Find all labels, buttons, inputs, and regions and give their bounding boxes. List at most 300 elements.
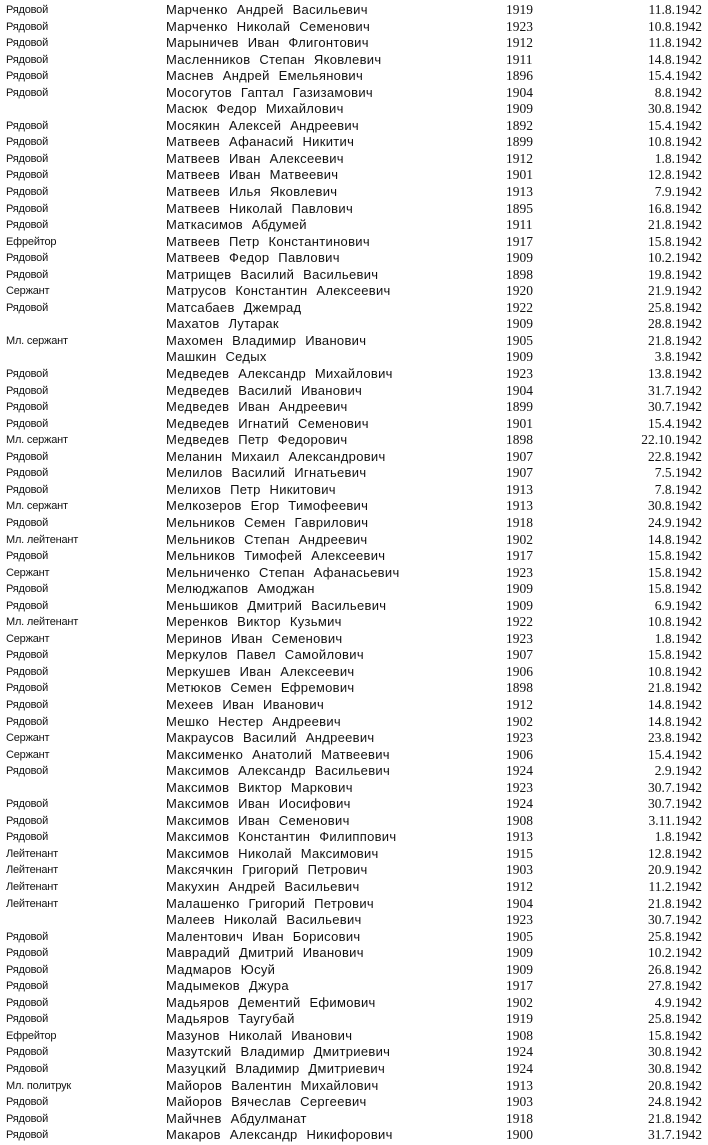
rank-cell: Мл. сержант <box>6 500 68 513</box>
rank-cell: Рядовой <box>6 814 49 827</box>
roster-list <box>0 2 708 1144</box>
date-cell: 24.8.1942 <box>648 1094 702 1110</box>
rank-cell: Рядовой <box>6 467 49 480</box>
rank-cell: Рядовой <box>6 698 49 711</box>
roster-row <box>0 201 708 218</box>
rank-cell: Лейтенант <box>6 897 59 910</box>
rank-cell: Рядовой <box>6 831 49 844</box>
birth-year-cell: 1919 <box>506 1011 533 1027</box>
name-cell: Махомен Владимир Иванович <box>166 332 367 348</box>
date-cell: 30.7.1942 <box>648 912 702 928</box>
date-cell: 11.8.1942 <box>648 2 702 17</box>
name-cell: Маврадий Дмитрий Иванович <box>166 945 364 961</box>
name-cell: Медведев Александр Михайлович <box>166 366 393 382</box>
rank-cell: Ефрейтор <box>6 235 57 248</box>
name-cell: Мадымеков Джура <box>166 978 289 994</box>
date-cell: 10.2.1942 <box>648 250 702 266</box>
rank-cell: Ефрейтор <box>6 1029 57 1042</box>
name-cell: Меньшиков Дмитрий Васильевич <box>166 597 387 613</box>
rank-cell: Рядовой <box>6 550 49 563</box>
birth-year-cell: 1905 <box>506 928 533 944</box>
birth-year-cell: 1911 <box>506 51 533 67</box>
date-cell: 14.8.1942 <box>648 51 702 67</box>
birth-year-cell: 1918 <box>506 1110 533 1126</box>
name-cell: Мешко Нестер Андреевич <box>166 713 341 729</box>
date-cell: 1.8.1942 <box>654 630 702 646</box>
roster-row <box>0 167 708 184</box>
birth-year-cell: 1908 <box>506 1027 533 1043</box>
birth-year-cell: 1924 <box>506 763 533 779</box>
name-cell: Мазуцкий Владимир Дмитриевич <box>166 1061 386 1076</box>
roster-row <box>0 234 708 251</box>
rank-cell: Рядовой <box>6 53 49 66</box>
date-cell: 19.8.1942 <box>648 266 702 282</box>
birth-year-cell: 1904 <box>506 895 533 911</box>
roster-row <box>0 35 708 52</box>
name-cell: Матрищев Василий Васильевич <box>166 266 379 282</box>
date-cell: 10.8.1942 <box>648 614 702 630</box>
name-cell: Максячкин Григорий Петрович <box>166 862 368 878</box>
rank-cell: Рядовой <box>6 86 49 99</box>
roster-row <box>0 714 708 731</box>
roster-row <box>0 482 708 499</box>
roster-row <box>0 995 708 1012</box>
roster-row <box>0 449 708 466</box>
date-cell: 30.8.1942 <box>648 101 702 117</box>
date-cell: 21.9.1942 <box>648 283 702 299</box>
name-cell: Малеев Николай Васильевич <box>166 912 362 928</box>
name-cell: Мелихов Петр Никитович <box>166 481 336 497</box>
rank-cell: Рядовой <box>6 963 49 976</box>
birth-year-cell: 1924 <box>506 796 533 812</box>
birth-year-cell: 1895 <box>506 200 533 216</box>
name-cell: Меланин Михаил Александрович <box>166 448 386 464</box>
date-cell: 30.7.1942 <box>648 399 702 415</box>
birth-year-cell: 1903 <box>506 1094 533 1110</box>
date-cell: 1.8.1942 <box>654 150 702 166</box>
date-cell: 25.8.1942 <box>648 1011 702 1027</box>
rank-cell: Лейтенант <box>6 847 59 860</box>
roster-row <box>0 1028 708 1045</box>
name-cell: Мельниченко Степан Афанасьевич <box>166 564 400 580</box>
rank-cell: Рядовой <box>6 947 49 960</box>
birth-year-cell: 1907 <box>506 465 533 481</box>
name-cell: Макаров Александр Никифорович <box>166 1127 393 1143</box>
roster-row <box>0 432 708 449</box>
birth-year-cell: 1904 <box>506 84 533 100</box>
birth-year-cell: 1913 <box>506 481 533 497</box>
date-cell: 1.8.1942 <box>654 829 702 845</box>
rank-cell: Рядовой <box>6 930 49 943</box>
rank-cell: Рядовой <box>6 1046 49 1059</box>
birth-year-cell: 1923 <box>506 366 533 382</box>
date-cell: 15.8.1942 <box>648 233 702 249</box>
rank-cell: Рядовой <box>6 136 49 149</box>
name-cell: Матвеев Николай Павлович <box>166 200 354 216</box>
rank-cell: Рядовой <box>6 649 49 662</box>
name-cell: Мадьяров Таугубай <box>166 1011 295 1027</box>
birth-year-cell: 1911 <box>506 217 533 233</box>
roster-row <box>0 664 708 681</box>
roster-row <box>0 879 708 896</box>
birth-year-cell: 1904 <box>506 382 533 398</box>
date-cell: 23.8.1942 <box>648 730 702 746</box>
birth-year-cell: 1907 <box>506 647 533 663</box>
birth-year-cell: 1906 <box>506 663 533 679</box>
name-cell: Матвеев Афанасий Никитич <box>166 134 355 150</box>
name-cell: Майчнев Абдулманат <box>166 1110 307 1126</box>
birth-year-cell: 1909 <box>506 961 533 977</box>
date-cell: 3.8.1942 <box>654 349 702 365</box>
date-cell: 10.8.1942 <box>648 18 702 34</box>
date-cell: 14.8.1942 <box>648 713 702 729</box>
date-cell: 20.9.1942 <box>648 862 702 878</box>
birth-year-cell: 1909 <box>506 581 533 597</box>
roster-row <box>0 763 708 780</box>
name-cell: Малентович Иван Борисович <box>166 928 361 944</box>
roster-row <box>0 2 708 19</box>
roster-row <box>0 829 708 846</box>
roster-row <box>0 532 708 549</box>
date-cell: 27.8.1942 <box>648 978 702 994</box>
roster-row <box>0 498 708 515</box>
roster-row <box>0 300 708 317</box>
roster-row <box>0 581 708 598</box>
roster-row <box>0 1127 708 1144</box>
rank-cell: Сержант <box>6 285 50 298</box>
date-cell: 8.8.1942 <box>654 84 702 100</box>
birth-year-cell: 1913 <box>506 1077 533 1093</box>
birth-year-cell: 1905 <box>506 332 533 348</box>
name-cell: Матвеев Петр Константинович <box>166 233 370 249</box>
birth-year-cell: 1917 <box>506 233 533 249</box>
roster-row <box>0 68 708 85</box>
rank-cell: Рядовой <box>6 152 49 165</box>
rank-cell: Рядовой <box>6 798 49 811</box>
name-cell: Мосякин Алексей Андреевич <box>166 117 359 133</box>
date-cell: 10.8.1942 <box>648 663 702 679</box>
rank-cell: Лейтенант <box>6 864 59 877</box>
roster-row <box>0 1011 708 1028</box>
rank-cell: Рядовой <box>6 20 49 33</box>
roster-row <box>0 1061 708 1078</box>
rank-cell: Рядовой <box>6 119 49 132</box>
roster-row <box>0 631 708 648</box>
name-cell: Меринов Иван Семенович <box>166 630 343 646</box>
name-cell: Машкин Седых <box>166 349 267 365</box>
name-cell: Максимов Иван Семенович <box>166 812 350 828</box>
rank-cell: Рядовой <box>6 1129 49 1142</box>
name-cell: Максименко Анатолий Матвеевич <box>166 746 390 762</box>
rank-cell: Мл. лейтенант <box>6 533 79 546</box>
date-cell: 25.8.1942 <box>648 928 702 944</box>
name-cell: Меренков Виктор Кузьмич <box>166 614 342 630</box>
roster-row <box>0 85 708 102</box>
birth-year-cell: 1917 <box>506 548 533 564</box>
rank-cell: Сержант <box>6 566 50 579</box>
name-cell: Махатов Лутарак <box>166 316 279 332</box>
name-cell: Медведев Иван Андреевич <box>166 399 348 415</box>
birth-year-cell: 1912 <box>506 150 533 166</box>
date-cell: 14.8.1942 <box>648 531 702 547</box>
rank-cell: Рядовой <box>6 169 49 182</box>
name-cell: Мадмаров Юсуй <box>166 961 276 977</box>
roster-row <box>0 896 708 913</box>
rank-cell: Рядовой <box>6 450 49 463</box>
roster-row <box>0 19 708 36</box>
roster-row <box>0 283 708 300</box>
date-cell: 21.8.1942 <box>648 895 702 911</box>
rank-cell: Мл. сержант <box>6 334 68 347</box>
rank-cell: Сержант <box>6 748 50 761</box>
date-cell: 7.9.1942 <box>654 184 702 200</box>
roster-row <box>0 912 708 929</box>
birth-year-cell: 1898 <box>506 680 533 696</box>
rank-cell: Рядовой <box>6 1096 49 1109</box>
name-cell: Максимов Александр Васильевич <box>166 763 391 779</box>
rank-cell: Рядовой <box>6 4 49 16</box>
birth-year-cell: 1902 <box>506 713 533 729</box>
name-cell: Малашенко Григорий Петрович <box>166 895 374 911</box>
name-cell: Максимов Виктор Маркович <box>166 779 353 795</box>
roster-row <box>0 399 708 416</box>
rank-cell: Рядовой <box>6 70 49 83</box>
name-cell: Мелюджапов Амоджан <box>166 581 315 597</box>
rank-cell: Сержант <box>6 732 50 745</box>
name-cell: Медведев Игнатий Семенович <box>166 415 369 431</box>
rank-cell: Рядовой <box>6 765 49 778</box>
name-cell: Мадьяров Дементий Ефимович <box>166 994 376 1010</box>
name-cell: Метюков Семен Ефремович <box>166 680 355 696</box>
roster-row <box>0 929 708 946</box>
date-cell: 31.7.1942 <box>648 382 702 398</box>
date-cell: 21.8.1942 <box>648 332 702 348</box>
roster-row <box>0 697 708 714</box>
date-cell: 21.8.1942 <box>648 217 702 233</box>
rank-cell: Рядовой <box>6 1112 49 1125</box>
rank-cell: Рядовой <box>6 665 49 678</box>
rank-cell: Сержант <box>6 632 50 645</box>
rank-cell: Рядовой <box>6 682 49 695</box>
birth-year-cell: 1924 <box>506 1061 533 1076</box>
rank-cell: Рядовой <box>6 37 49 50</box>
name-cell: Мельников Тимофей Алексеевич <box>166 548 386 564</box>
roster-row <box>0 349 708 366</box>
birth-year-cell: 1902 <box>506 994 533 1010</box>
name-cell: Мельников Семен Гаврилович <box>166 514 369 530</box>
birth-year-cell: 1912 <box>506 696 533 712</box>
birth-year-cell: 1923 <box>506 564 533 580</box>
date-cell: 11.2.1942 <box>648 878 702 894</box>
birth-year-cell: 1909 <box>506 349 533 365</box>
birth-year-cell: 1901 <box>506 167 533 183</box>
name-cell: Макраусов Василий Андреевич <box>166 730 375 746</box>
roster-row <box>0 316 708 333</box>
roster-row <box>0 515 708 532</box>
name-cell: Марченко Николай Семенович <box>166 18 371 34</box>
date-cell: 7.5.1942 <box>654 465 702 481</box>
roster-row <box>0 614 708 631</box>
date-cell: 28.8.1942 <box>648 316 702 332</box>
birth-year-cell: 1920 <box>506 283 533 299</box>
date-cell: 25.8.1942 <box>648 299 702 315</box>
name-cell: Мельников Степан Андреевич <box>166 531 368 547</box>
name-cell: Мелилов Василий Игнатьевич <box>166 465 367 481</box>
date-cell: 20.8.1942 <box>648 1077 702 1093</box>
name-cell: Мехеев Иван Иванович <box>166 696 325 712</box>
birth-year-cell: 1924 <box>506 1044 533 1060</box>
name-cell: Максимов Иван Иосифович <box>166 796 351 812</box>
roster-row <box>0 465 708 482</box>
date-cell: 21.8.1942 <box>648 1110 702 1126</box>
date-cell: 15.8.1942 <box>648 581 702 597</box>
name-cell: Матсабаев Джемрад <box>166 299 302 315</box>
roster-row <box>0 217 708 234</box>
rank-cell: Рядовой <box>6 1063 49 1075</box>
name-cell: Майоров Валентин Михайлович <box>166 1077 379 1093</box>
roster-row <box>0 1111 708 1128</box>
roster-row <box>0 118 708 135</box>
birth-year-cell: 1909 <box>506 945 533 961</box>
rank-cell: Рядовой <box>6 368 49 381</box>
birth-year-cell: 1923 <box>506 730 533 746</box>
roster-row <box>0 383 708 400</box>
birth-year-cell: 1922 <box>506 614 533 630</box>
roster-row <box>0 680 708 697</box>
date-cell: 31.7.1942 <box>648 1127 702 1143</box>
date-cell: 30.7.1942 <box>648 779 702 795</box>
name-cell: Мосогутов Гаптал Газизамович <box>166 84 374 100</box>
birth-year-cell: 1898 <box>506 266 533 282</box>
birth-year-cell: 1898 <box>506 432 533 448</box>
rank-cell: Рядовой <box>6 252 49 265</box>
roster-row <box>0 101 708 118</box>
date-cell: 15.4.1942 <box>648 746 702 762</box>
name-cell: Максимов Константин Филиппович <box>166 829 397 845</box>
roster-row <box>0 134 708 151</box>
date-cell: 24.9.1942 <box>648 514 702 530</box>
date-cell: 11.8.1942 <box>648 35 702 51</box>
rank-cell: Рядовой <box>6 202 49 215</box>
rank-cell: Рядовой <box>6 384 49 397</box>
name-cell: Матвеев Илья Яковлевич <box>166 184 338 200</box>
roster-row <box>0 333 708 350</box>
birth-year-cell: 1909 <box>506 316 533 332</box>
date-cell: 2.9.1942 <box>654 763 702 779</box>
date-cell: 15.8.1942 <box>648 647 702 663</box>
birth-year-cell: 1922 <box>506 299 533 315</box>
date-cell: 10.2.1942 <box>648 945 702 961</box>
name-cell: Марыничев Иван Флигонтович <box>166 35 369 51</box>
name-cell: Мазунов Николай Иванович <box>166 1027 353 1043</box>
roster-row <box>0 1078 708 1095</box>
birth-year-cell: 1899 <box>506 134 533 150</box>
date-cell: 3.11.1942 <box>648 812 702 828</box>
name-cell: Матрусов Константин Алексеевич <box>166 283 391 299</box>
roster-row <box>0 548 708 565</box>
birth-year-cell: 1918 <box>506 514 533 530</box>
rank-cell: Рядовой <box>6 599 49 612</box>
date-cell: 13.8.1942 <box>648 366 702 382</box>
roster-row <box>0 945 708 962</box>
date-cell: 12.8.1942 <box>648 167 702 183</box>
roster-row <box>0 862 708 879</box>
roster-row <box>0 962 708 979</box>
date-cell: 12.8.1942 <box>648 845 702 861</box>
date-cell: 4.9.1942 <box>654 994 702 1010</box>
name-cell: Меркулов Павел Самойлович <box>166 647 364 663</box>
birth-year-cell: 1908 <box>506 812 533 828</box>
roster-row <box>0 780 708 797</box>
rank-cell: Рядовой <box>6 1013 49 1026</box>
rank-cell: Рядовой <box>6 516 49 529</box>
date-cell: 15.8.1942 <box>648 548 702 564</box>
rank-cell: Рядовой <box>6 417 49 430</box>
date-cell: 15.4.1942 <box>648 415 702 431</box>
birth-year-cell: 1907 <box>506 448 533 464</box>
name-cell: Масленников Степан Яковлевич <box>166 51 382 67</box>
date-cell: 16.8.1942 <box>648 200 702 216</box>
date-cell: 7.8.1942 <box>654 481 702 497</box>
name-cell: Матвеев Иван Матвеевич <box>166 167 339 183</box>
birth-year-cell: 1912 <box>506 35 533 51</box>
birth-year-cell: 1923 <box>506 18 533 34</box>
roster-row <box>0 1094 708 1111</box>
date-cell: 15.4.1942 <box>648 117 702 133</box>
rank-cell: Мл. сержант <box>6 434 68 447</box>
roster-row <box>0 565 708 582</box>
rank-cell: Рядовой <box>6 996 49 1009</box>
roster-row <box>0 647 708 664</box>
birth-year-cell: 1923 <box>506 912 533 928</box>
name-cell: Мелкозеров Егор Тимофеевич <box>166 498 369 514</box>
name-cell: Максимов Николай Максимович <box>166 845 379 861</box>
roster-row <box>0 250 708 267</box>
date-cell: 10.8.1942 <box>648 134 702 150</box>
roster-row <box>0 52 708 69</box>
name-cell: Маткасимов Абдумей <box>166 217 307 233</box>
name-cell: Матвеев Иван Алексеевич <box>166 150 344 166</box>
roster-row <box>0 747 708 764</box>
roster-row <box>0 366 708 383</box>
birth-year-cell: 1917 <box>506 978 533 994</box>
rank-cell: Рядовой <box>6 401 49 414</box>
date-cell: 26.8.1942 <box>648 961 702 977</box>
rank-cell: Рядовой <box>6 186 49 199</box>
birth-year-cell: 1912 <box>506 878 533 894</box>
rank-cell: Рядовой <box>6 583 49 596</box>
rank-cell: Рядовой <box>6 715 49 728</box>
roster-row <box>0 416 708 433</box>
birth-year-cell: 1909 <box>506 101 533 117</box>
birth-year-cell: 1900 <box>506 1127 533 1143</box>
name-cell: Медведев Василий Иванович <box>166 382 363 398</box>
date-cell: 15.8.1942 <box>648 1027 702 1043</box>
date-cell: 22.10.1942 <box>641 432 702 448</box>
date-cell: 15.4.1942 <box>648 68 702 84</box>
date-cell: 15.8.1942 <box>648 564 702 580</box>
name-cell: Масюк Федор Михайлович <box>166 101 344 117</box>
birth-year-cell: 1915 <box>506 845 533 861</box>
date-cell: 30.7.1942 <box>648 796 702 812</box>
rank-cell: Рядовой <box>6 483 49 496</box>
birth-year-cell: 1909 <box>506 250 533 266</box>
roster-row <box>0 796 708 813</box>
name-cell: Макухин Андрей Васильевич <box>166 878 360 894</box>
roster-row <box>0 598 708 615</box>
date-cell: 30.8.1942 <box>648 498 702 514</box>
roster-row <box>0 1044 708 1061</box>
